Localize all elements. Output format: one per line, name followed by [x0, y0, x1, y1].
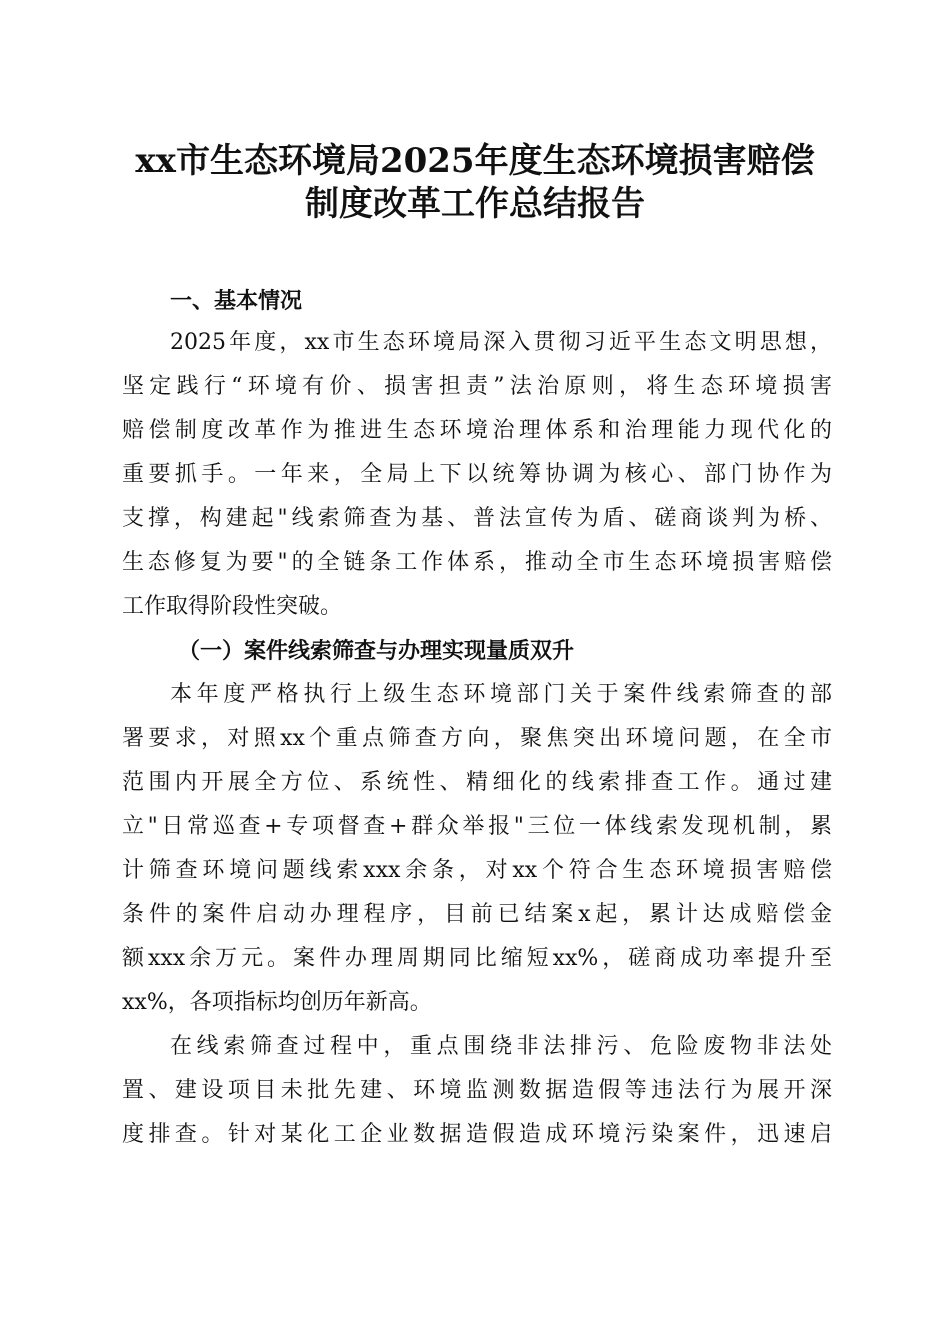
paragraph-line: 范围内开展全方位、系统性、精细化的线索排查工作。通过建: [122, 770, 832, 795]
document-body: [122, 326, 832, 1162]
paragraph-line: xx%，各项指标均创历年新高。: [122, 990, 432, 1015]
paragraph-line: 立"日常巡查+专项督查+群众举报"三位一体线索发现机制，累: [122, 814, 832, 839]
document-title: [0, 140, 950, 226]
paragraph-line: 计筛查环境问题线索xxx余条，对xx个符合生态环境损害赔偿: [122, 858, 832, 883]
paragraph-line: 重要抓手。一年来，全局上下以统筹协调为核心、部门协作为: [122, 462, 832, 487]
paragraph-line: 在线索筛查过程中，重点围绕非法排污、危险废物非法处: [170, 1034, 832, 1059]
paragraph: [122, 678, 832, 1030]
paragraph-line: 署要求，对照xx个重点筛查方向，聚焦突出环境问题，在全市: [122, 726, 832, 751]
paragraph-line: 度排查。针对某化工企业数据造假造成环境污染案件，迅速启: [122, 1122, 832, 1147]
subheading: （一）案件线索筛查与办理实现量质双升: [178, 638, 575, 664]
paragraph-line: 生态修复为要"的全链条工作体系，推动全市生态环境损害赔偿: [122, 550, 832, 575]
paragraph-line: 坚定践行“环境有价、损害担责”法治原则，将生态环境损害: [122, 374, 832, 399]
paragraph-line: 额xxx余万元。案件办理周期同比缩短xx%，磋商成功率提升至: [122, 946, 832, 971]
paragraph-line: 赔偿制度改革作为推进生态环境治理体系和治理能力现代化的: [122, 418, 832, 443]
paragraph-line: 2025年度，xx市生态环境局深入贯彻习近平生态文明思想，: [170, 330, 832, 355]
paragraph: [122, 326, 832, 634]
paragraph: [122, 1030, 832, 1162]
title-line: 制度改革工作总结报告: [305, 184, 645, 224]
paragraph-line: 条件的案件启动办理程序，目前已结案x起，累计达成赔偿金: [122, 902, 832, 927]
title-line: xx市生态环境局2025年度生态环境损害赔偿: [135, 141, 815, 181]
paragraph-line: 置、建设项目未批先建、环境监测数据造假等违法行为展开深: [122, 1078, 832, 1103]
paragraph-line: 本年度严格执行上级生态环境部门关于案件线索筛查的部: [170, 682, 832, 707]
paragraph-line: 支撑，构建起"线索筛查为基、普法宣传为盾、磋商谈判为桥、: [122, 506, 832, 531]
paragraph-line: 工作取得阶段性突破。: [122, 594, 343, 619]
section-heading: 一、基本情况: [170, 289, 303, 314]
